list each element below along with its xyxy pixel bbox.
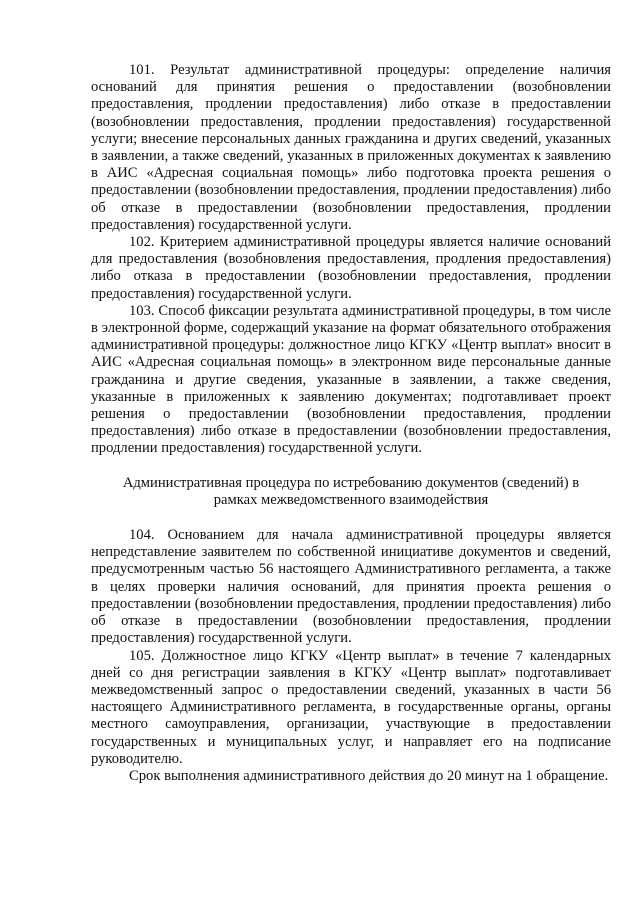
paragraph-103: 103. Способ фиксации результата административной процедуры, в том числе в электронной форме, содержащий указание на формат обязательного отображения административной процедуры: должностное лицо КГКУ «Центр выплат» вносит в АИС «Адресная социальная помощь» в электронном виде персональные данные гражданина и другие сведения, указанные в заявлении, а также сведения, указанные в приложенных к заявлению документах; подготавливает проект решения о предоставлении (возобновлении предоставления, продлении предоставления) либо отказе в предоставлении (возобновлении предоставления, продлении предоставления) государственной услуги. <box>91 302 611 457</box>
paragraph-104: 104. Основанием для начала административной процедуры является непредставление заявителем по собственной инициативе документов и сведений, предусмотренным частью 56 настоящего Административного регламента, а также в целях проверки наличия оснований, для принятия проекта решения о предоставлении (возобновлении предоставления, продлении предоставления) либо об отказе в предоставлении (возобновлении предоставления, продлении предоставления) государственной услуги. <box>91 527 611 647</box>
paragraph-101: 101. Результат административной процедуры: определение наличия оснований для принятия решения о предоставлении (возобновлении предоставления, продлении предоставления) либо отказе в предоставлении (возобновлении предоставления, продлении предоставления) государственной услуги; внесение персональных данных гражданина и других сведений, указанных в заявлении, а также сведений, указанных в приложенных документах к заявлению в АИС «Адресная социальная помощь» либо подготовка проекта решения о предоставлении (возобновлении предоставления, продлении предоставления) либо об отказе в предоставлении (возобновлении предоставления, продлении предоставления) государственной услуги. <box>91 62 611 233</box>
section-heading: Административная процедура по истребованию документов (сведений) в рамках межведомственного взаимодействия <box>122 474 580 508</box>
paragraph-105: 105. Должностное лицо КГКУ «Центр выплат» в течение 7 календарных дней со дня регистрации заявления в КГКУ «Центр выплат» подготавливает межведомственный запрос о предоставлении сведений, указанных в части 56 настоящего Административного регламента, в государственные органы, органы местного самоуправления, организации, участвующие в предоставлении государственных и муниципальных услуг, и направляет его на подписание руководителю. <box>91 647 611 767</box>
paragraph-deadline: Срок выполнения административного действия до 20 минут на 1 обращение. <box>129 767 609 784</box>
document-page <box>91 62 611 785</box>
paragraph-102: 102. Критерием административной процедуры является наличие оснований для предоставления (возобновления предоставления, продления предоставления) либо отказа в предоставлении (возобновлении предоставления, продлении предоставления) государственной услуги. <box>91 234 611 302</box>
